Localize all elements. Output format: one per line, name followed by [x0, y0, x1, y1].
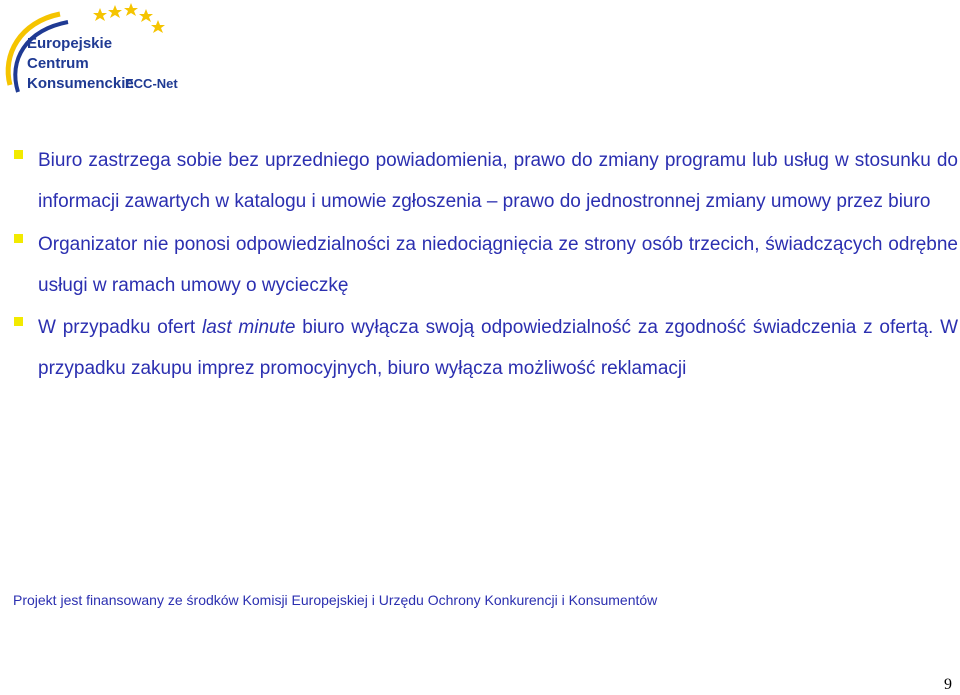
logo-text-line1: Europejskie: [27, 35, 113, 52]
bullet-text: W przypadku ofert last minute biuro wyłącza swoją odpowiedzialność za zgodność świadczenia z ofertą. W przypadku zakupu imprez promocyjnych, biuro wyłącza możliwość reklamacji: [38, 317, 959, 379]
logo-graphic: [0, 0, 180, 100]
logo-badge: ECC-Net: [125, 76, 178, 91]
logo-stars-icon: [93, 3, 165, 33]
bullet-item: [12, 307, 958, 389]
italic-term: last minute: [202, 317, 296, 338]
em-dash-icon: –: [486, 191, 498, 212]
footer-funding-note: Projekt jest finansowany ze środków Komisji Europejskiej i Urzędu Ochrony Konkurencji i Konsumentów: [13, 592, 658, 608]
bullet-text: Biuro zastrzega sobie bez uprzedniego powiadomienia, prawo do zmiany programu lub usług w stosunku do informacji zawartych w katalogu i umowie zgłoszenia – prawo do jednostronnej zmiany umowy przez biuro: [38, 150, 958, 212]
bullet-list: [12, 140, 958, 389]
bullet-item: [12, 224, 958, 306]
square-bullet-icon: [14, 317, 23, 326]
logo-text-line2: Centrum: [27, 55, 89, 72]
page-number: 9: [944, 676, 952, 693]
square-bullet-icon: [14, 234, 23, 243]
bullet-text: Organizator nie ponosi odpowiedzialności za niedociągnięcia ze strony osób trzecich, świadczących odrębne usługi w ramach umowy o wycieczkę: [38, 234, 958, 296]
logo-text-line3: Konsumenckie: [27, 75, 134, 92]
square-bullet-icon: [14, 150, 23, 159]
bullet-item: [12, 140, 958, 222]
ecc-logo: [0, 0, 180, 100]
